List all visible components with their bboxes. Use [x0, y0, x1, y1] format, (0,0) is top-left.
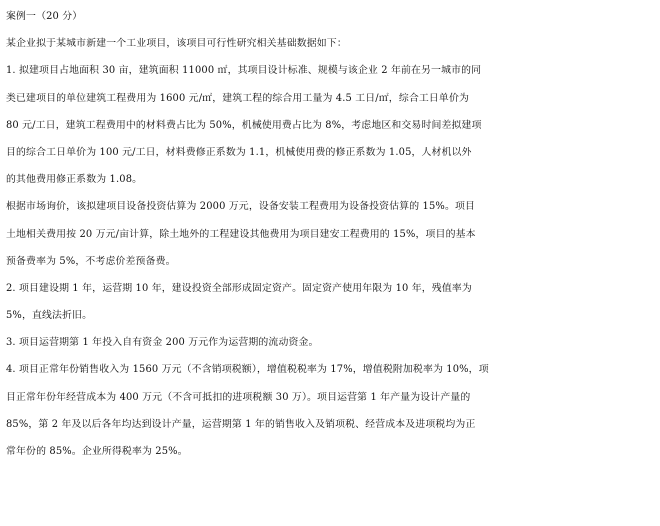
item-3-line-1: 3. 项目运营期第 1 年投入自有资金 200 万元作为运营期的流动资金。 [6, 337, 319, 349]
item-1-line-3: 80 元/工日，建筑工程费用中的材料费占比为 50%，机械使用费占比为 8%，考虑地区和交易时间差拟建项 [6, 119, 482, 131]
item-1-line-2: 类已建项目的单位建筑工程费用为 1600 元/㎡，建筑工程的综合用工量为 4.5 工日/㎡，综合工日单价为 [6, 92, 469, 104]
item-1-line-4: 目的综合工日单价为 100 元/工日，材料费修正系数为 1.1，机械使用费的修正系数为 1.05，人材机以外 [6, 146, 472, 158]
market-line-1: 根据市场询价，该拟建项目设备投资估算为 2000 万元，设备安装工程费用为设备投资估算的 15%。项目 [6, 201, 476, 213]
case-title: 案例一（20 分） [6, 11, 83, 22]
item-4-line-3: 85%，第 2 年及以后各年均达到设计产量，运营期第 1 年的销售收入及销项税、经营成本及进项税均为正 [6, 418, 476, 430]
item-2-line-2: 5%，直线法折旧。 [6, 310, 93, 322]
item-1-line-1: 1. 拟建项目占地面积 30 亩，建筑面积 11000 ㎡，其项目设计标准、规模与该企业 2 年前在另一城市的同 [6, 65, 482, 77]
item-2-line-1: 2. 项目建设期 1 年，运营期 10 年，建设投资全部形成固定资产。固定资产使用年限为 10 年，残值率为 [6, 282, 472, 294]
market-line-3: 预备费率为 5%，不考虑价差预备费。 [6, 255, 176, 267]
market-line-2: 土地相关费用按 20 万元/亩计算，除土地外的工程建设其他费用为项目建安工程费用的 15%，项目的基本 [6, 228, 476, 240]
intro-line: 某企业拟于某城市新建一个工业项目，该项目可行性研究相关基础数据如下： [6, 38, 347, 50]
item-4-line-1: 4. 项目正常年份销售收入为 1560 万元（不含销项税额），增值税税率为 17%，增值税附加税率为 10%，项 [6, 364, 489, 376]
item-1-line-5: 的其他费用修正系数为 1.08。 [6, 174, 143, 186]
item-4-line-4: 常年份的 85%。企业所得税率为 25%。 [6, 446, 188, 457]
item-4-line-2: 目正常年份年经营成本为 400 万元（不含可抵扣的进项税额 30 万）。项目运营第 1 年产量为设计产量的 [6, 391, 471, 403]
